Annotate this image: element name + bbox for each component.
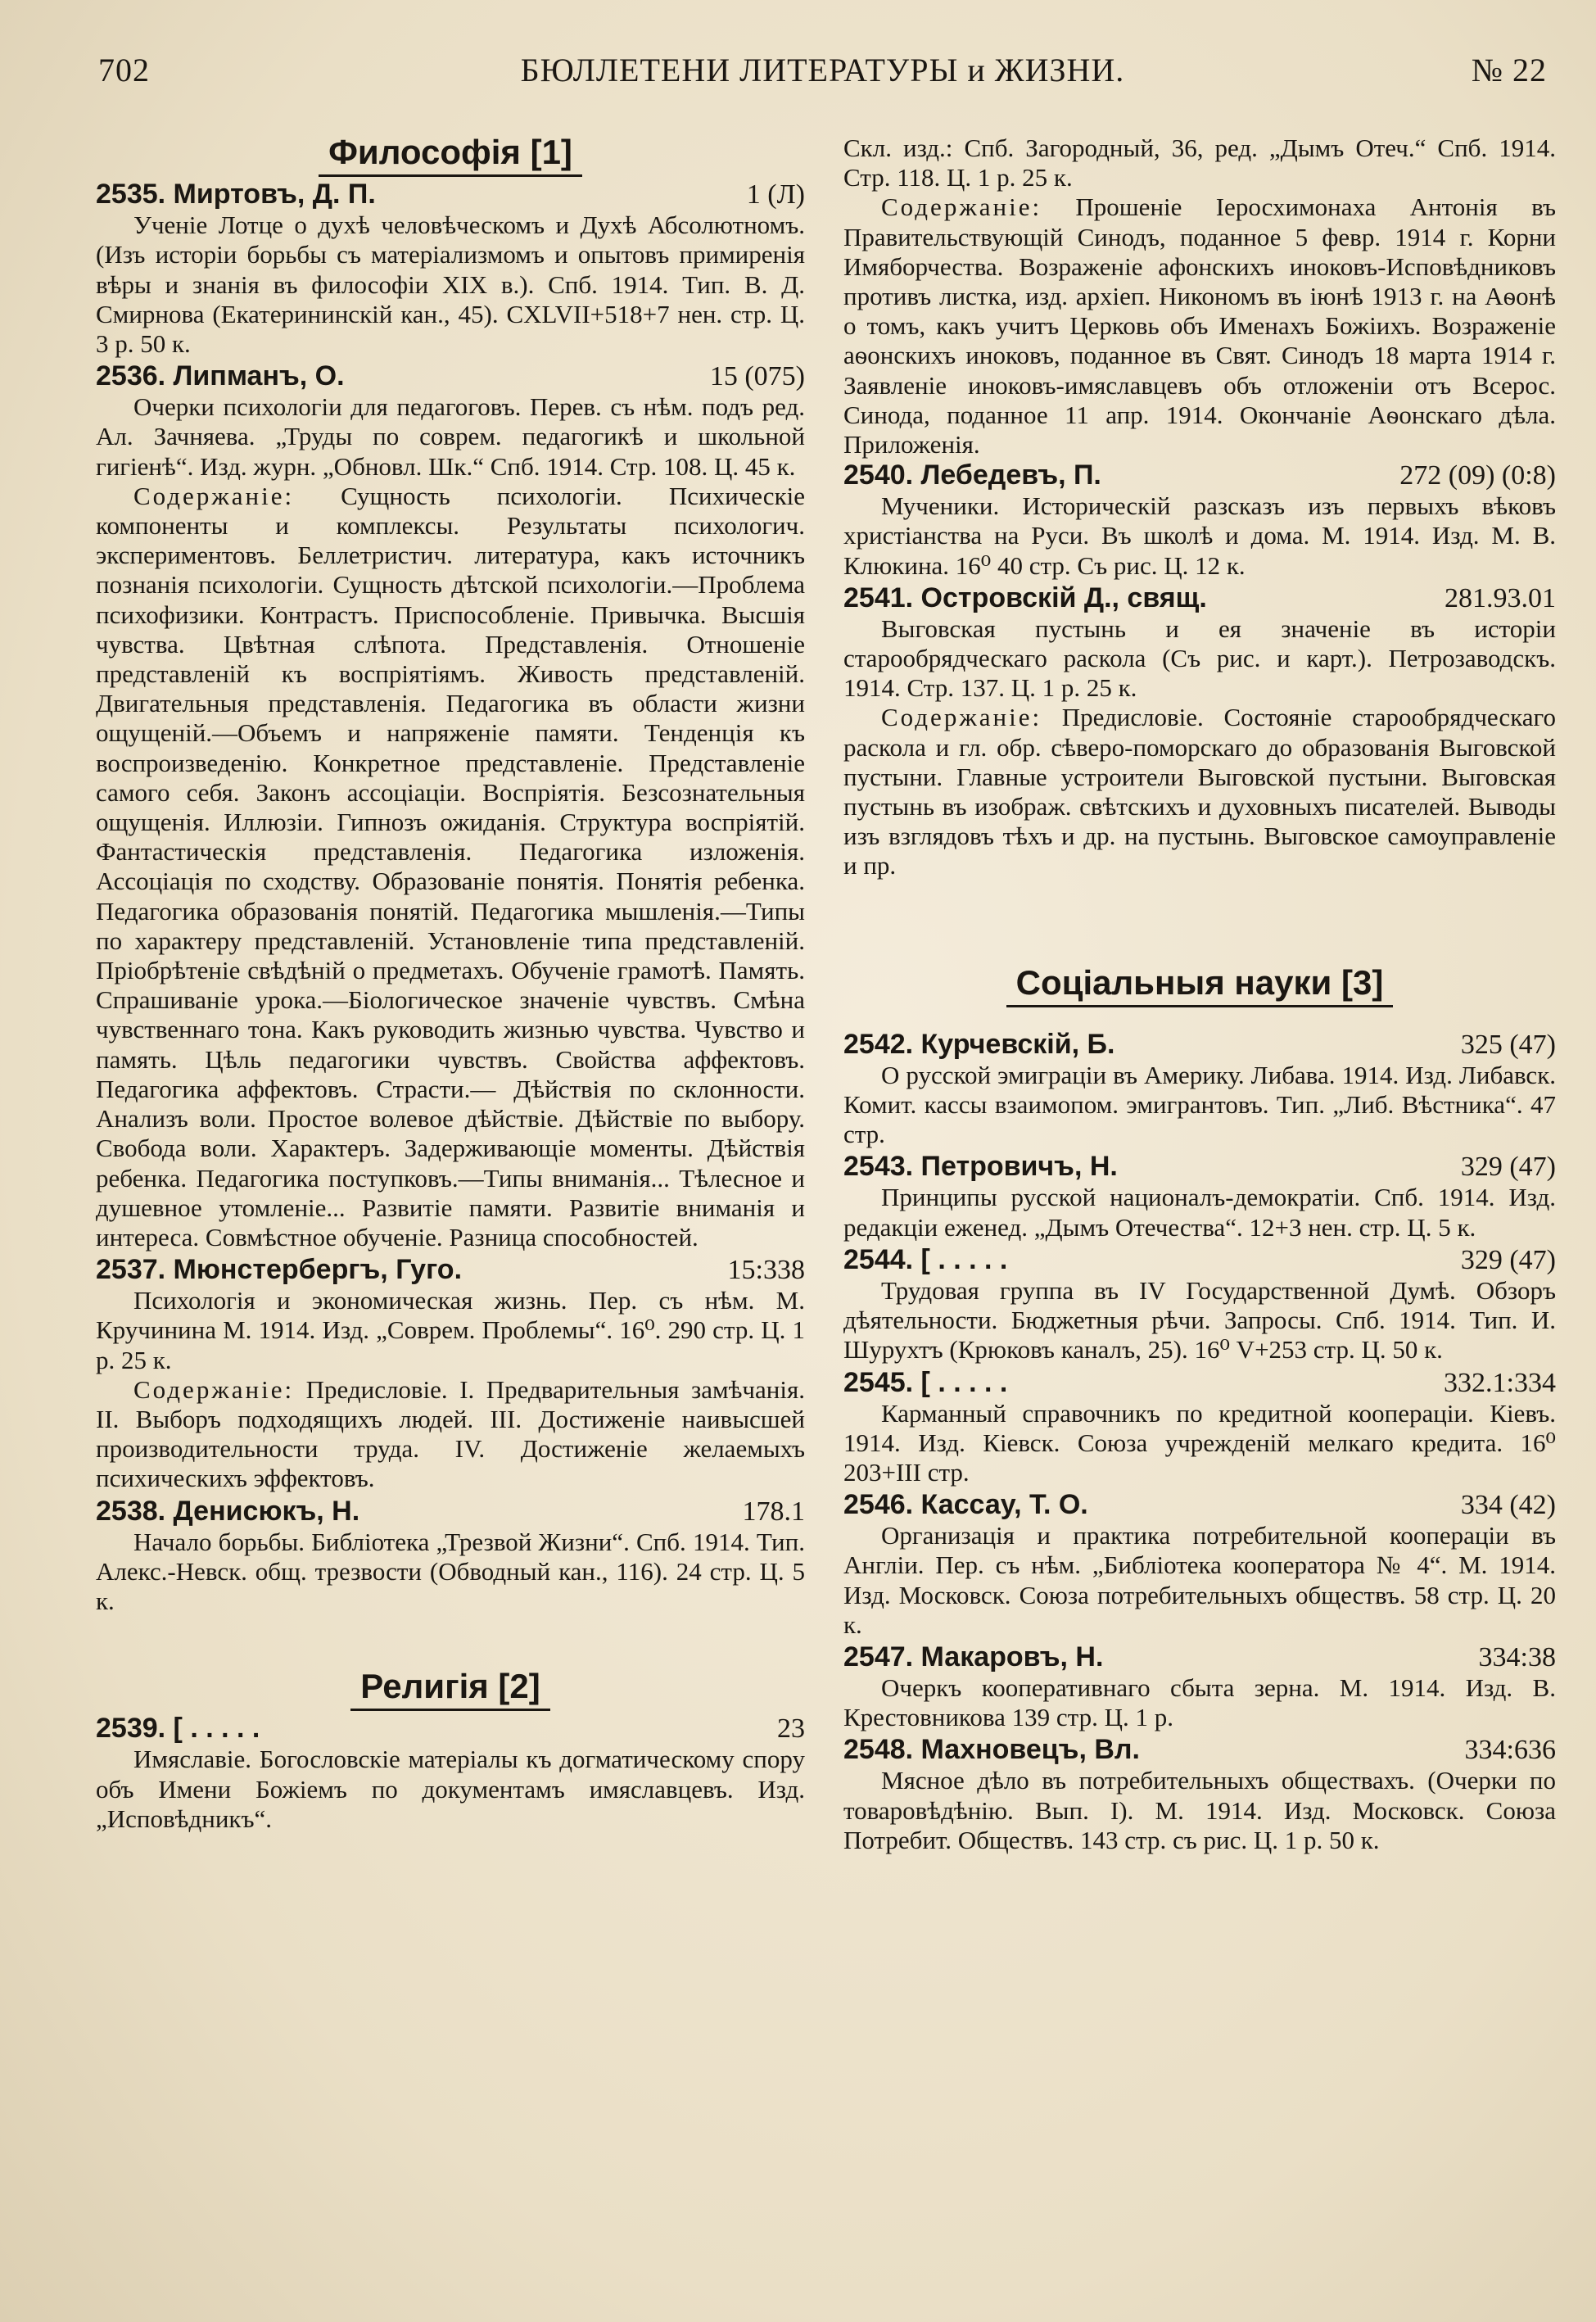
- entry-header: [843, 582, 1556, 614]
- entry-header: [843, 1489, 1556, 1521]
- entry-classification: 329 (47): [1460, 1152, 1556, 1183]
- entry-author: Кассау, Т. О.: [920, 1489, 1088, 1521]
- section-heading-social: Соціальныя науки [3]: [843, 968, 1556, 998]
- entry-header: [843, 1029, 1556, 1061]
- entry-author: Денисюкъ, Н.: [173, 1495, 360, 1527]
- entry-contents: [96, 482, 805, 1252]
- entry-2540: [843, 459, 1556, 581]
- entry-2535: [96, 179, 805, 359]
- entry-description: Очерки психологіи для педагоговъ. Перев. съ нѣм. подъ ред. Ал. Зачняева. „Труды по соврем. педагогикѣ и школьной гигіенѣ“. Изд. журн. „Обновл. Шк.“ Спб. 1914. Стр. 108. Ц. 45 к.: [96, 392, 805, 481]
- entry-number: 2542.: [843, 1028, 914, 1060]
- contents-text: Прошеніе Іеросхимонаха Антонія въ Правительствующій Синодъ, поданное 5 февр. 1914 г. Корни Имяборчества. Возраженіе афонскихъ иноковъ-Исповѣдниковъ противъ листка, изд. архіеп. Никономъ въ іюнѣ 1913 г. на Аѳонѣ о томъ, какъ учитъ Церковь объ Именахъ Божіихъ. Возраженіе аѳонскихъ иноковъ, поданное въ Свят. Синодъ 18 марта 1914 г. Заявленіе иноковъ-имяславцевъ объ отложеніи отъ Всерос. Синода, поданное 11 апр. 1914. Окончаніе Аѳонскаго дѣла. Приложенія.: [843, 192, 1556, 459]
- entry-description: Имяславіе. Богословскіе матеріалы къ догматическому спору объ Имени Божіемъ по документамъ имяславцевъ. Изд. „Исповѣдникъ“.: [96, 1745, 805, 1833]
- entry-description: Трудовая группа въ IV Государственной Думѣ. Обзоръ дѣятельности. Бюджетныя рѣчи. Запросы. Спб. 1914. Тип. И. Шурухтъ (Крюковъ каналъ, 25). 16⁰ V+253 стр. Ц. 50 к.: [843, 1275, 1556, 1365]
- entry-header: [843, 459, 1556, 491]
- entry-description: Принципы русской националъ-демократіи. Спб. 1914. Изд. редакціи еженед. „Дымъ Отечества“. 12+3 нен. стр. Ц. 5 к.: [843, 1183, 1556, 1242]
- entry-header: [96, 1713, 805, 1745]
- entry-classification: 334 (42): [1460, 1490, 1556, 1521]
- entry-author: [ . . . . .: [920, 1366, 1008, 1398]
- page-number: 702: [98, 52, 150, 88]
- entry-2536: [96, 360, 805, 1252]
- entry-author: Мюнстербергъ, Гуго.: [173, 1254, 463, 1286]
- contents-label: Содержаніе:: [133, 481, 295, 510]
- entry-contents: [843, 192, 1556, 459]
- entry-number: 2539.: [96, 1713, 166, 1745]
- entry-classification: 178.1: [742, 1496, 805, 1527]
- entry-number: 2535.: [96, 179, 166, 210]
- contents-text: Сущность психологіи. Психическіе компоненты и комплексы. Результаты психологич. экспериментовъ. Беллетристич. литература, какъ источникъ познанія психологіи. Сущность дѣтской психологіи.—Проблема психофизики. Контрастъ. Приспособленіе. Привычка. Высшія чувства. Цвѣтная слѣпота. Представленія. Отношеніе представленій къ воспріятіямъ. Живость представленій. Двигательныя представленія. Педагогика въ области жизни ощущеній.—Объемъ и напряженіе памяти. Тенденція къ воспроизведенію. Конкретное представленіе. Представленіе самого себя. Законъ ассоціаціи. Воспріятія. Безсознательныя ощущенія. Иллюзіи. Гипнозъ ожиданія. Структура воспріятій. Фантастическія представленія. Педагогика изложенія. Ассоціація по сходству. Образованіе понятія. Понятія ребенка. Педагогика образованія понятій. Педагогика мышленія.—Типы по характеру представленій. Установленіе типа представленій. Пріобрѣтеніе свѣдѣній о предметахъ. Обученіе грамотѣ. Память. Спрашиваніе урока.—Біологическое значеніе чувствъ. Смѣна чувственнаго тона. Какъ руководить жизнью чувства. Чувство и память. Цѣль педагогики чувствъ. Свойства аффектовъ. Педагогика аффектовъ. Страсти.— Дѣйствія по склонности. Анализъ воли. Простое волевое дѣйствіе. Дѣйствіе по выбору. Свобода воли. Характеръ. Задерживающіе моменты. Дѣйствія ребенка. Педагогика поступковъ.—Типы вниманія... Тѣлесное и душевное утомленіе... Развитіе памяти. Развитіе вниманія и интереса. Совмѣстное обученіе. Разница способностей.: [96, 481, 806, 1252]
- issue-number: № 22: [1471, 52, 1547, 88]
- section-spacer: [843, 1009, 1556, 1029]
- entry-number: 2544.: [843, 1243, 914, 1275]
- contents-text: Предисловіе. Состояніе старообрядческаго раскола и гл. обр. сѣверо-поморскаго до образованія Выговской пустыни. Главные устроители Выговской пустыни. Выговская пустынь въ изображ. свѣтскихъ и духовныхъ писателей. Выводы изъ взглядовъ тѣхъ и др. на пустынь. Выговское самоуправленіе и пр.: [843, 703, 1556, 880]
- entry-2546: [843, 1489, 1556, 1640]
- entry-description: Начало борьбы. Библіотека „Трезвой Жизни“. Спб. 1914. Тип. Алекс.-Невск. общ. трезвости (Обводный кан., 116). 24 стр. Ц. 5 к.: [96, 1527, 805, 1615]
- entry-description: О русской эмиграціи въ Америку. Либава. 1914. Изд. Либавск. Комит. кассы взаимопом. эмигрантовъ. Тип. „Либ. Вѣстника“. 47 стр.: [843, 1060, 1556, 1149]
- entry-description: Мясное дѣло въ потребительныхъ обществахъ. (Очерки по товаровѣдѣнію. Вып. I). М. 1914. Изд. Московск. Союза Потребит. Обществъ. 143 стр. съ рис. Ц. 1 р. 50 к.: [843, 1766, 1556, 1854]
- entry-classification: 329 (47): [1460, 1244, 1556, 1275]
- running-title: БЮЛЛЕТЕНИ ЛИТЕРАТУРЫ и ЖИЗНИ.: [520, 52, 1125, 88]
- left-column: [96, 131, 805, 2273]
- entry-author: Миртовъ, Д. П.: [173, 179, 376, 210]
- contents-label: Содержаніе:: [881, 192, 1042, 222]
- entry-header: [96, 179, 805, 210]
- entry-description-continued: Скл. изд.: Спб. Загородный, 36, ред. „Дымъ Отеч.“ Спб. 1914. Стр. 118. Ц. 1 р. 25 к.: [843, 134, 1556, 192]
- entry-author: Макаровъ, Н.: [920, 1641, 1104, 1672]
- entry-number: 2547.: [843, 1641, 914, 1672]
- entry-header: [843, 1734, 1556, 1766]
- entry-description: Ученіе Лотце о духѣ человѣческомъ и Духѣ Абсолютномъ. (Изъ исторіи борьбы съ матеріализмомъ и опытовъ примиренія вѣры и знанія въ философіи XIX в.). Спб. 1914. Тип. В. Д. Смирнова (Екатерининскій кан., 45). CXLVII+518+7 нен. стр. Ц. 3 р. 50 к.: [96, 210, 805, 359]
- entry-contents: [843, 703, 1556, 880]
- entry-number: 2537.: [96, 1254, 166, 1286]
- entry-2544: [843, 1244, 1556, 1365]
- entry-header: [96, 360, 805, 392]
- page-header: [98, 51, 1547, 100]
- right-column: [843, 134, 1556, 2273]
- entry-classification: 325 (47): [1460, 1029, 1556, 1060]
- entry-2537: [96, 1254, 805, 1493]
- contents-label: Содержаніе:: [881, 703, 1042, 732]
- entry-classification: 334:38: [1478, 1641, 1556, 1672]
- entry-description: Психологія и экономическая жизнь. Пер. съ нѣм. М. Кручинина М. 1914. Изд. „Соврем. Проблемы“. 16⁰. 290 стр. Ц. 1 р. 25 к.: [96, 1286, 805, 1374]
- entry-classification: 334:636: [1464, 1735, 1556, 1766]
- entry-number: 2540.: [843, 459, 914, 491]
- entry-classification: 1 (Л): [746, 179, 805, 210]
- entry-header: [843, 1367, 1556, 1399]
- entry-contents: [96, 1375, 805, 1494]
- entry-author: Махновецъ, Вл.: [920, 1734, 1140, 1766]
- entry-header: [843, 1641, 1556, 1673]
- entry-2547: [843, 1641, 1556, 1732]
- entry-description: Мученики. Историческій разсказъ изъ первыхъ вѣковъ христіанства на Руси. Въ школѣ и дома. М. 1914. Изд. М. В. Клюкина. 16⁰ 40 стр. Съ рис. Ц. 12 к.: [843, 491, 1556, 580]
- entry-header: [843, 1244, 1556, 1276]
- entry-description: Очеркъ кооперативнаго сбыта зерна. М. 1914. Изд. В. Крестовникова 139 стр. Ц. 1 р.: [843, 1672, 1556, 1732]
- entry-classification: 281.93.01: [1445, 582, 1556, 613]
- section-heading-philosophy: Философія [1]: [96, 138, 805, 167]
- entry-author: [ . . . . .: [173, 1713, 260, 1745]
- entry-number: 2543.: [843, 1151, 914, 1183]
- section-spacer: [96, 1618, 805, 1665]
- contents-text: Предисловіе. I. Предварительныя замѣчанія. II. Выборъ подходящихъ людей. III. Достиженіе наивысшей производительности труда. IV. Достиженіе желаемыхъ психическихъ эффектовъ.: [96, 1374, 805, 1493]
- entry-2539: [96, 1713, 805, 1834]
- entry-2548: [843, 1734, 1556, 1855]
- entry-author: [ . . . . .: [920, 1243, 1008, 1275]
- entry-description: Выговская пустынь и ея значеніе въ исторіи старообрядческаго раскола (Съ рис. и карт.). Петрозаводскъ. 1914. Стр. 137. Ц. 1 р. 25 к.: [843, 613, 1556, 703]
- entry-description: Организація и практика потребительной кооперацiи въ Англіи. Пер. съ нѣм. „Библіотека кооператора № 4“. М. 1914. Изд. Московск. Союза потребительныхъ обществъ. 58 стр. Ц. 20 к.: [843, 1521, 1556, 1639]
- entry-classification: 332.1:334: [1444, 1367, 1556, 1398]
- entry-2545: [843, 1367, 1556, 1488]
- entry-number: 2545.: [843, 1366, 914, 1398]
- entry-2538: [96, 1496, 805, 1617]
- entry-author: Островскій Д., свящ.: [920, 582, 1207, 613]
- entry-author: Петровичъ, Н.: [920, 1151, 1118, 1183]
- entry-number: 2538.: [96, 1495, 166, 1527]
- entry-number: 2546.: [843, 1489, 914, 1521]
- entry-number: 2548.: [843, 1734, 914, 1766]
- entry-classification: 15:338: [727, 1255, 805, 1286]
- entry-number: 2536.: [96, 360, 166, 392]
- entry-2541: [843, 582, 1556, 881]
- entry-classification: 272 (09) (0:8): [1399, 460, 1556, 491]
- entry-2543: [843, 1151, 1556, 1242]
- contents-label: Содержаніе:: [133, 1374, 295, 1404]
- entry-header: [96, 1254, 805, 1286]
- entry-classification: 15 (075): [709, 361, 805, 392]
- section-spacer: [843, 883, 1556, 962]
- entry-classification: 23: [777, 1713, 805, 1745]
- entry-header: [96, 1496, 805, 1528]
- entry-2542: [843, 1029, 1556, 1150]
- entry-header: [843, 1151, 1556, 1183]
- entry-author: Курчевскій, Б.: [920, 1028, 1115, 1060]
- entry-description: Карманный справочникъ по кредитной кооперацiи. Кіевъ. 1914. Изд. Кіевск. Союза учрежденій мелкаго кредита. 16⁰ 203+III стр.: [843, 1398, 1556, 1487]
- section-heading-religion: Религія [2]: [96, 1672, 805, 1701]
- entry-author: Лебедевъ, П.: [920, 459, 1101, 491]
- entry-number: 2541.: [843, 582, 914, 613]
- entry-author: Липманъ, О.: [173, 360, 345, 392]
